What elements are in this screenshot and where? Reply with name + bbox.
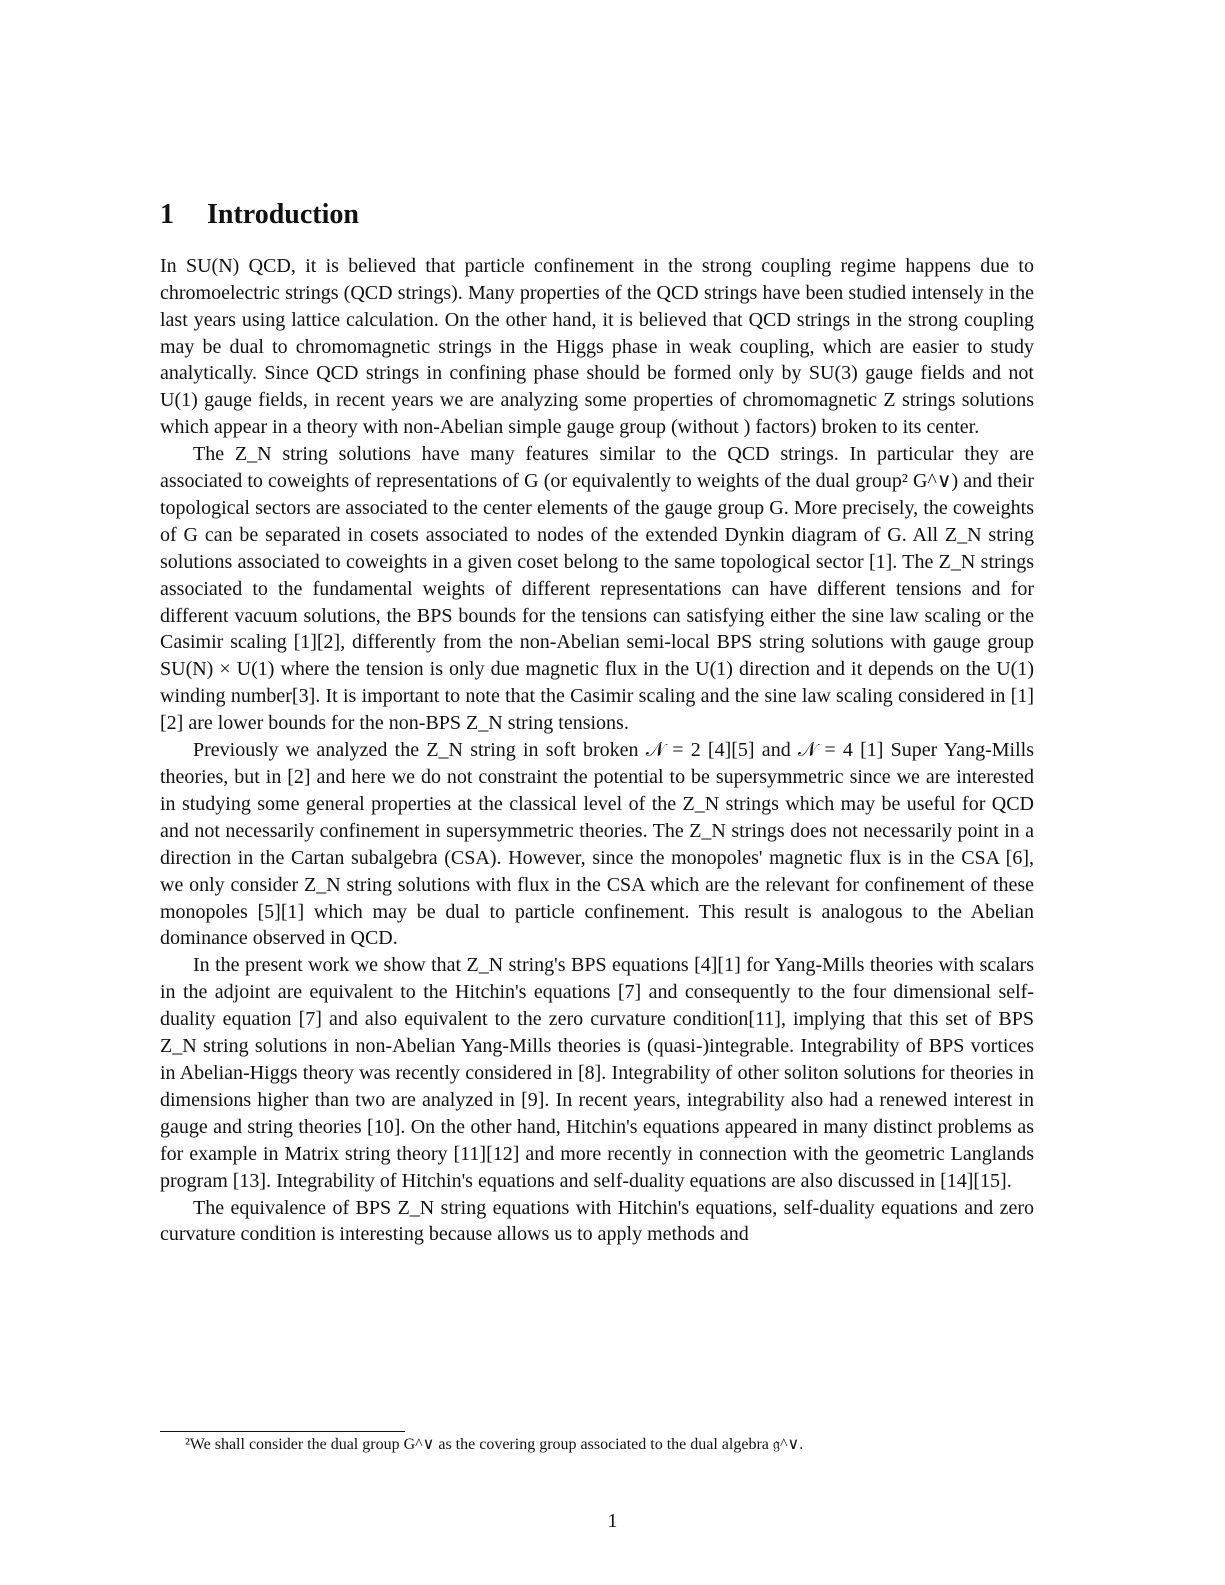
- section-number: 1: [160, 199, 174, 230]
- page-number: 1: [607, 1510, 618, 1532]
- paragraph-5: The equivalence of BPS Z_N string equations with Hitchin's equations, self-duality equations and zero curvature condition is interesting because allows us to apply methods and: [160, 1196, 1034, 1246]
- page-body: [160, 200, 1034, 1248]
- footnote: ²We shall consider the dual group G^∨ as the covering group associated to the dual algebra 𝔤^∨.: [185, 1436, 804, 1453]
- footnote-rule: [160, 1431, 405, 1432]
- section-heading: [160, 200, 1034, 231]
- paragraph-4: In the present work we show that Z_N string's BPS equations [4][1] for Yang-Mills theories with scalars in the adjoint are equivalent to the Hitchin's equations [7] and consequently to the four dimensional self-duality equation [7] and also equivalent to the zero curvature condition[11], implying that this set of BPS Z_N string solutions in non-Abelian Yang-Mills theories is (quasi-)integrable. Integrability of BPS vortices in Abelian-Higgs theory was recently considered in [8]. Integrability of other soliton solutions for theories in dimensions higher than two are analyzed in [9]. In recent years, integrability also had a renewed interest in gauge and string theories [10]. On the other hand, Hitchin's equations appeared in many distinct problems as for example in Matrix string theory [11][12] and more recently in connection with the geometric Langlands program [13]. Integrability of Hitchin's equations and self-duality equations are also discussed in [14][15].: [160, 954, 1034, 1192]
- section-title: Introduction: [207, 199, 359, 230]
- paragraph-3: Previously we analyzed the Z_N string in soft broken 𝒩 = 2 [4][5] and 𝒩 = 4 [1] Super Yang-Mills theories, but in [2] and here we do not constraint the potential to be supersymmetric since we are interested in studying some general properties at the classical level of the Z_N strings which may be useful for QCD and not necessarily confinement in supersymmetric theories. The Z_N strings does not necessarily point in a direction in the Cartan subalgebra (CSA). However, since the monopoles' magnetic flux is in the CSA [6], we only consider Z_N string solutions with flux in the CSA which are the relevant for confinement of these monopoles [5][1] which may be dual to particle confinement. This result is analogous to the Abelian dominance observed in QCD.: [160, 739, 1034, 950]
- paragraph-1: In SU(N) QCD, it is believed that particle confinement in the strong coupling regime happens due to chromoelectric strings (QCD strings). Many properties of the QCD strings have been studied intensely in the last years using lattice calculation. On the other hand, it is believed that QCD strings in the strong coupling may be dual to chromomagnetic strings in the Higgs phase in weak coupling, which are easier to study analytically. Since QCD strings in confining phase should be formed only by SU(3) gauge fields and not U(1) gauge fields, in recent years we are analyzing some properties of chromomagnetic Z strings solutions which appear in a theory with non-Abelian simple gauge group (without ) factors) broken to its center.: [160, 254, 1034, 439]
- paragraph-2: The Z_N string solutions have many features similar to the QCD strings. In particular they are associated to coweights of representations of G (or equivalently to weights of the dual group² G^∨) and their topological sectors are associated to the center elements of the gauge group G. More precisely, the coweights of G can be separated in cosets associated to nodes of the extended Dynkin diagram of G. All Z_N string solutions associated to coweights in a given coset belong to the same topological sector [1]. The Z_N strings associated to the fundamental weights of different representations can have different tensions and for different vacuum solutions, the BPS bounds for the tensions can satisfying either the sine law scaling or the Casimir scaling [1][2], differently from the non-Abelian semi-local BPS string solutions with gauge group SU(N) × U(1) where the tension is only due magnetic flux in the U(1) direction and it depends on the U(1) winding number[3]. It is important to note that the Casimir scaling and the sine law scaling considered in [1][2] are lower bounds for the non-BPS Z_N string tensions.: [160, 443, 1034, 735]
